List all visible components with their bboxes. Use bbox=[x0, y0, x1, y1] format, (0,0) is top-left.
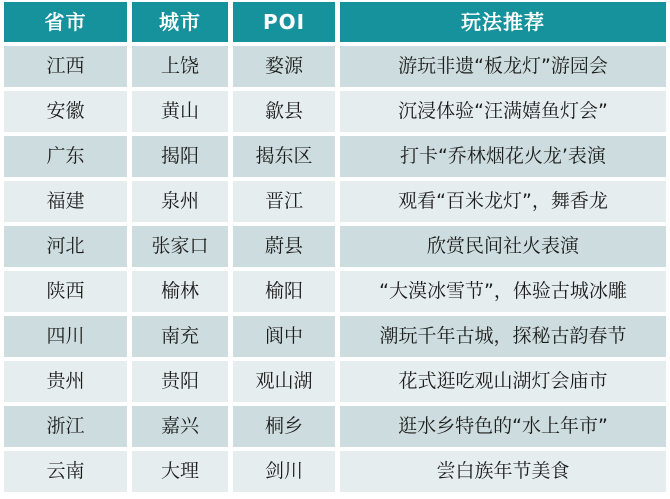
cell-city: 贵阳 bbox=[132, 361, 228, 402]
cell-province: 江西 bbox=[4, 46, 127, 87]
cell-province: 云南 bbox=[4, 451, 127, 492]
cell-poi: 揭东区 bbox=[233, 136, 335, 177]
column-header-province: 省市 bbox=[4, 2, 127, 42]
cell-poi: 蔚县 bbox=[233, 226, 335, 267]
cell-poi: 歙县 bbox=[233, 91, 335, 132]
cell-province: 河北 bbox=[4, 226, 127, 267]
table-grid bbox=[4, 2, 666, 492]
cell-city: 嘉兴 bbox=[132, 406, 228, 447]
cell-city: 泉州 bbox=[132, 181, 228, 222]
cell-province: 贵州 bbox=[4, 361, 127, 402]
cell-province: 广东 bbox=[4, 136, 127, 177]
column-header-poi: POI bbox=[233, 2, 335, 42]
cell-poi: 晋江 bbox=[233, 181, 335, 222]
cell-recommendation: 沉浸体验“汪满嬉鱼灯会” bbox=[340, 91, 666, 132]
cell-city: 榆林 bbox=[132, 271, 228, 312]
cell-province: 安徽 bbox=[4, 91, 127, 132]
cell-poi: 桐乡 bbox=[233, 406, 335, 447]
cell-recommendation: 潮玩千年古城，探秘古韵春节 bbox=[340, 316, 666, 357]
cell-poi: 阆中 bbox=[233, 316, 335, 357]
cell-province: 浙江 bbox=[4, 406, 127, 447]
cell-recommendation: 打卡“乔林烟花火龙’表演 bbox=[340, 136, 666, 177]
cell-city: 上饶 bbox=[132, 46, 228, 87]
cell-poi: 榆阳 bbox=[233, 271, 335, 312]
cell-city: 南充 bbox=[132, 316, 228, 357]
cell-recommendation: 观看“百米龙灯”，舞香龙 bbox=[340, 181, 666, 222]
cell-province: 陕西 bbox=[4, 271, 127, 312]
cell-city: 黄山 bbox=[132, 91, 228, 132]
cell-recommendation: 欣赏民间社火表演 bbox=[340, 226, 666, 267]
cell-city: 张家口 bbox=[132, 226, 228, 267]
cell-poi: 婺源 bbox=[233, 46, 335, 87]
cell-city: 揭阳 bbox=[132, 136, 228, 177]
cell-province: 四川 bbox=[4, 316, 127, 357]
cell-recommendation: 游玩非遗“板龙灯”游园会 bbox=[340, 46, 666, 87]
cell-recommendation: 花式逛吃观山湖灯会庙市 bbox=[340, 361, 666, 402]
cell-city: 大理 bbox=[132, 451, 228, 492]
cell-recommendation: “大漠冰雪节”，体验古城冰雕 bbox=[340, 271, 666, 312]
cell-province: 福建 bbox=[4, 181, 127, 222]
column-header-city: 城市 bbox=[132, 2, 228, 42]
cell-poi: 观山湖 bbox=[233, 361, 335, 402]
cell-poi: 剑川 bbox=[233, 451, 335, 492]
cell-recommendation: 逛水乡特色的“水上年市” bbox=[340, 406, 666, 447]
cell-recommendation: 尝白族年节美食 bbox=[340, 451, 666, 492]
column-header-recommendation: 玩法推荐 bbox=[340, 2, 666, 42]
